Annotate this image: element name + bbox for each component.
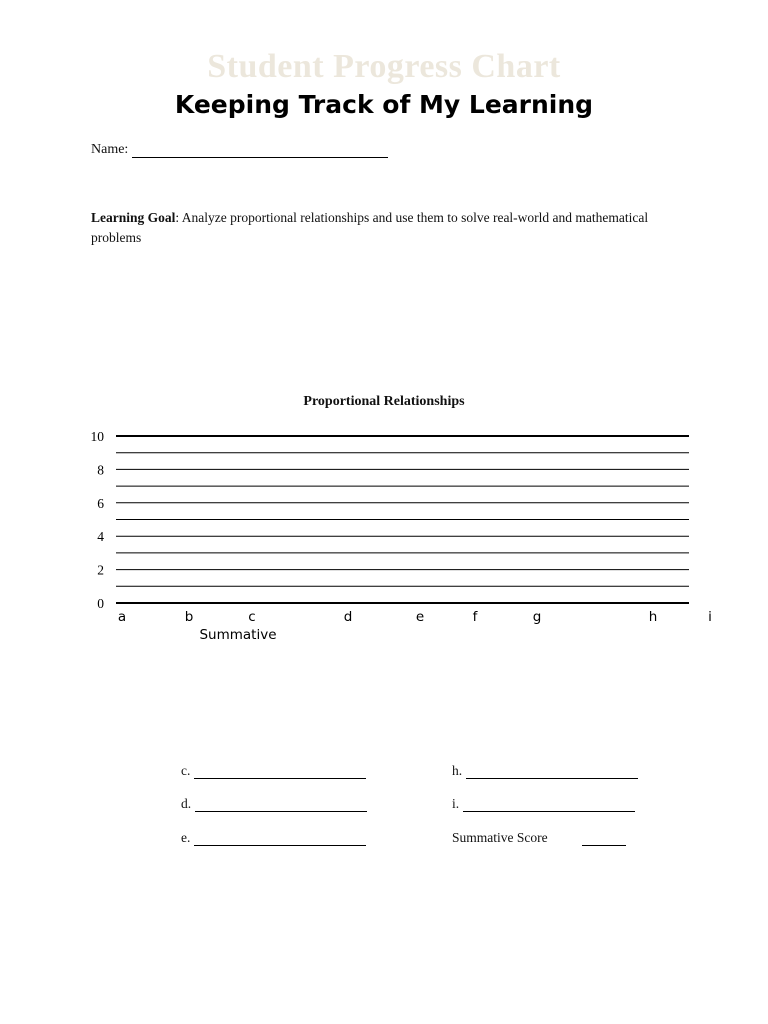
y-tick-label: 0 [97, 596, 104, 611]
y-tick-label: 4 [97, 529, 104, 545]
y-tick-label: 6 [97, 495, 104, 511]
x-tick-label: b [184, 609, 194, 625]
summative-score-line[interactable] [582, 832, 626, 846]
chart-gridlines [116, 436, 689, 603]
name-input-line[interactable] [132, 143, 388, 158]
field-e-label: e. [181, 830, 191, 845]
x-tick-label: a [117, 609, 127, 625]
learning-goal-text: : Analyze proportional relationships and use them to solve real-world and mathematical problems [91, 210, 649, 245]
y-tick-label: 8 [97, 462, 104, 478]
field-h-label: h. [452, 763, 463, 778]
field-summative [452, 830, 626, 846]
field-c-line[interactable] [194, 765, 366, 779]
y-tick-label: 10 [90, 429, 104, 444]
learning-goal-label: Learning Goal [91, 210, 176, 225]
x-tick-label: f [472, 609, 478, 625]
chart-y-ticks [91, 429, 105, 611]
x-tick-label: e [415, 609, 425, 625]
field-i [452, 796, 635, 812]
x-tick-label: i [708, 609, 712, 625]
field-i-line[interactable] [463, 798, 635, 812]
name-label: Name: [91, 142, 129, 157]
field-c [181, 763, 366, 779]
x-tick-label: d [343, 609, 353, 625]
field-c-label: c. [181, 763, 191, 778]
x-tick-label-summative: Summative [199, 627, 277, 643]
chart-x-ticks [118, 609, 712, 643]
x-tick-label: g [532, 609, 542, 625]
field-i-label: i. [452, 796, 460, 811]
field-h-line[interactable] [466, 765, 638, 779]
field-d-line[interactable] [195, 798, 367, 812]
learning-goal [91, 208, 691, 248]
field-d-label: d. [181, 796, 192, 811]
x-tick-label: h [648, 609, 658, 625]
name-row [91, 142, 388, 158]
field-d [181, 796, 367, 812]
y-tick-label: 2 [97, 562, 104, 578]
page-title: Keeping Track of My Learning [174, 90, 594, 119]
chart-title: Proportional Relationships [303, 394, 465, 409]
field-h [452, 763, 638, 779]
watermark-title: Student Progress Chart [207, 48, 561, 85]
field-summative-label: Summative Score [452, 830, 548, 845]
field-e [181, 830, 366, 846]
x-tick-label: c [248, 609, 256, 625]
progress-chart [0, 420, 768, 650]
field-e-line[interactable] [194, 832, 366, 846]
